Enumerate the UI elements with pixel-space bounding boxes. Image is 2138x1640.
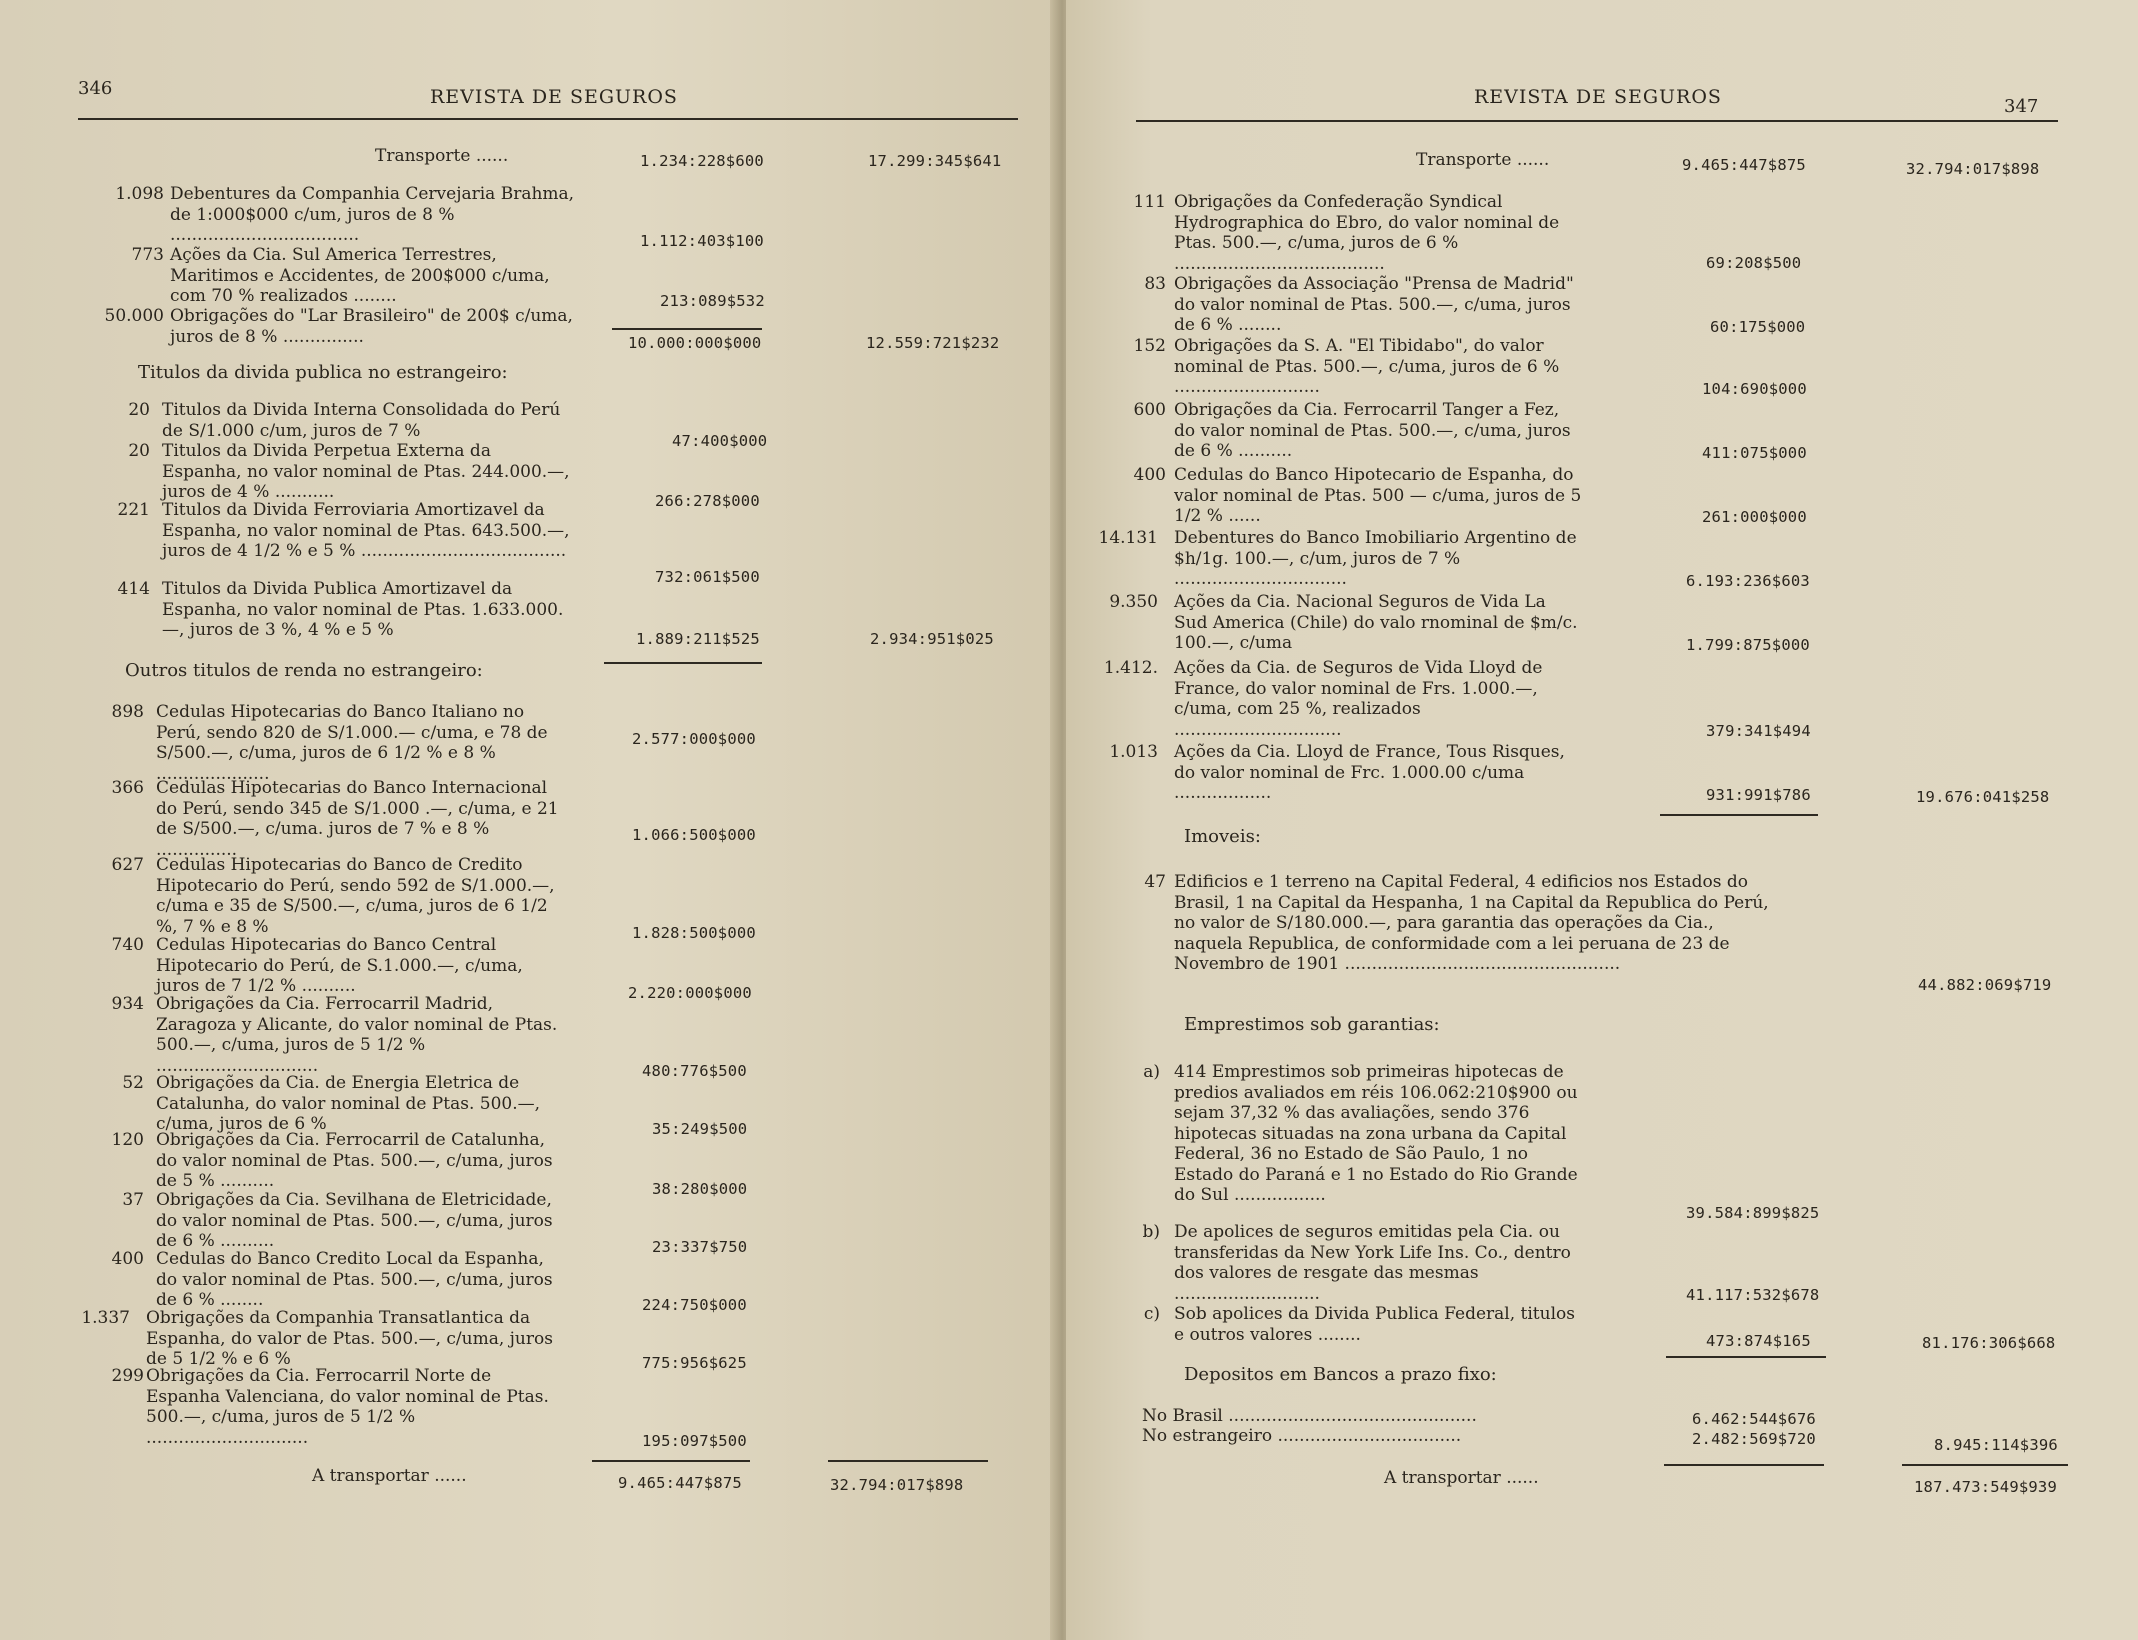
deposit-label: No Brasil ..............................................: [1142, 1406, 1477, 1426]
entry-amount: 261:000$000: [1702, 508, 1807, 526]
entry-amount: 1.799:875$000: [1686, 636, 1810, 654]
entry-qty: 20: [128, 400, 150, 420]
entry-qty: 740: [111, 935, 144, 955]
entry-qty: 934: [111, 994, 144, 1014]
sum-rule: [828, 1460, 988, 1462]
entry-amount: 47:400$000: [672, 432, 768, 450]
entry-desc: Obrigações da Cia. Ferrocarril Madrid, Zaragoza y Alicante, do valor nominal de Ptas. 500.—, c/uma, juros de 5 1/2 % ..............................: [156, 994, 558, 1076]
entry-amount: 775:956$625: [642, 1354, 747, 1372]
entry-amount: 44.882:069$719: [1918, 976, 2052, 994]
entry-desc: De apolices de seguros emitidas pela Cia. ou transferidas da New York Life Ins. Co., dentro dos valores de resgate das mesmas ...........................: [1174, 1222, 1571, 1304]
entry-qty: 366: [111, 778, 144, 798]
left-carry-label: A transportar ......: [312, 1466, 467, 1486]
left-transport-label: Transporte ......: [375, 146, 509, 166]
entry-qty: 627: [111, 855, 144, 875]
entry-amount: 23:337$750: [652, 1238, 748, 1256]
entry-qty: 773: [131, 245, 164, 265]
entry-amount: 213:089$532: [660, 292, 765, 310]
left-subtotal-b: 2.934:951$025: [870, 630, 994, 648]
entry-desc: Ações da Cia. Nacional Seguros de Vida La Sud America (Chile) do valo rnominal de $m/c. 100.—, c/uma: [1174, 592, 1578, 653]
entry-desc: Titulos da Divida Interna Consolidada do Perú de S/1.000 c/um, juros de 7 %: [162, 400, 561, 441]
right-transport-amount-1: 9.465:447$875: [1682, 156, 1806, 174]
entry-amount: 6.193:236$603: [1686, 572, 1810, 590]
entry-amount: 38:280$000: [652, 1180, 748, 1198]
entry-qty: 400: [111, 1249, 144, 1269]
entry-amount: 1.828:500$000: [632, 924, 756, 942]
entry-desc: Cedulas do Banco Hipotecario de Espanha, do valor nominal de Ptas. 500 — c/uma, juros de 5 1/2 % ......: [1174, 465, 1582, 526]
entry-qty: 120: [111, 1130, 144, 1150]
left-page: [0, 0, 1060, 1640]
entry-amount: 69:208$500: [1706, 254, 1802, 272]
entry-qty: 20: [128, 441, 150, 461]
deposit-amount: 2.482:569$720: [1692, 1430, 1816, 1448]
entry-qty: b): [1142, 1222, 1160, 1242]
entry-desc: Titulos da Divida Ferroviaria Amortizavel da Espanha, no valor nominal de Ptas. 643.500.—, juros de 4 1/2 % e 5 % ......................................: [162, 500, 570, 561]
entry-qty: 400: [1133, 465, 1166, 485]
right-transport-label: Transporte ......: [1416, 150, 1550, 170]
entry-qty: 1.098: [115, 184, 164, 204]
right-section-heading: Emprestimos sob garantias:: [1184, 1014, 1440, 1035]
entry-amount: 1.889:211$525: [636, 630, 760, 648]
entry-desc: Ações da Cia. Sul America Terrestres, Maritimos e Accidentes, de 200$000 c/uma, com 70 % realizados ........: [170, 245, 550, 306]
entry-qty: 600: [1133, 400, 1166, 420]
left-carry-amount-2: 32.794:017$898: [830, 1476, 964, 1494]
entry-desc: Obrigações da Associação "Prensa de Madrid" do valor nominal de Ptas. 500.—, c/uma, juros de 6 % ........: [1174, 274, 1574, 335]
entry-amount: 480:776$500: [642, 1062, 747, 1080]
entry-qty: 47: [1144, 872, 1166, 892]
sum-rule: [1902, 1464, 2068, 1466]
deposit-amount: 6.462:544$676: [1692, 1410, 1816, 1428]
entry-qty: 299: [111, 1366, 144, 1386]
right-transport-amount-2: 32.794:017$898: [1906, 160, 2040, 178]
entry-desc: Obrigações da S. A. "El Tibidabo", do valor nominal de Ptas. 500.—, c/uma, juros de 6 % ...........................: [1174, 336, 1560, 397]
left-section-heading: Titulos da divida publica no estrangeiro:: [138, 362, 508, 383]
entry-qty: 221: [117, 500, 150, 520]
entry-qty: 83: [1144, 274, 1166, 294]
entry-amount: 35:249$500: [652, 1120, 748, 1138]
entry-amount: 931:991$786: [1706, 786, 1811, 804]
entry-amount: 379:341$494: [1706, 722, 1811, 740]
entry-amount: 60:175$000: [1710, 318, 1806, 336]
entry-qty: 14.131: [1098, 528, 1158, 548]
right-subtotal-a: 19.676:041$258: [1916, 788, 2050, 806]
left-transport-amount-2: 17.299:345$641: [868, 152, 1002, 170]
left-header-rule: [78, 118, 1018, 120]
entry-amount: 2.577:000$000: [632, 730, 756, 748]
entry-amount: 411:075$000: [1702, 444, 1807, 462]
sum-rule: [612, 328, 762, 330]
entry-amount: 10.000:000$000: [628, 334, 762, 352]
entry-amount: 1.066:500$000: [632, 826, 756, 844]
left-header-title: REVISTA DE SEGUROS: [430, 86, 678, 108]
right-header-title: REVISTA DE SEGUROS: [1474, 86, 1722, 108]
entry-qty: 414: [117, 579, 150, 599]
sum-rule: [604, 662, 762, 664]
sum-rule: [1664, 1464, 1824, 1466]
entry-qty: 898: [111, 702, 144, 722]
deposit-label: No estrangeiro ..................................: [1142, 1426, 1462, 1446]
entry-qty: 111: [1133, 192, 1166, 212]
left-transport-amount-1: 1.234:228$600: [640, 152, 764, 170]
entry-desc: Obrigações da Cia. Ferrocarril Norte de Espanha Valenciana, do valor nominal de Ptas. 500.—, c/uma, juros de 5 1/2 % ..............................: [146, 1366, 549, 1448]
entry-qty: c): [1143, 1304, 1160, 1324]
entry-desc: Debentures do Banco Imobiliario Argentino de $h/1g. 100.—, c/um, juros de 7 % ................................: [1174, 528, 1577, 589]
right-header-rule: [1136, 120, 2058, 122]
entry-amount: 195:097$500: [642, 1432, 747, 1450]
right-section-heading: Imoveis:: [1184, 826, 1261, 847]
entry-qty: 37: [122, 1190, 144, 1210]
entry-desc: Cedulas do Banco Credito Local da Espanha, do valor nominal de Ptas. 500.—, c/uma, juros de 6 % ........: [156, 1249, 553, 1310]
right-subtotal-emprestimos: 81.176:306$668: [1922, 1334, 2056, 1352]
entry-desc: Debentures da Companhia Cervejaria Brahma, de 1:000$000 c/um, juros de 8 % ...................................: [170, 184, 575, 245]
right-page: [1066, 0, 2138, 1640]
entry-amount: 473:874$165: [1706, 1332, 1811, 1350]
right-subtotal-depositos: 8.945:114$396: [1934, 1436, 2058, 1454]
sum-rule: [1660, 814, 1818, 816]
entry-qty: 52: [122, 1073, 144, 1093]
entry-desc: Cedulas Hipotecarias do Banco de Credito Hipotecario do Perú, sendo 592 de S/1.000.—, c/uma e 35 de S/500.—, c/uma, juros de 6 1/2 %, 7 % e 8 %: [156, 855, 555, 937]
entry-desc: Obrigações da Cia. Sevilhana de Eletricidade, do valor nominal de Ptas. 500.—, c/uma, juros de 6 % ..........: [156, 1190, 553, 1251]
sum-rule: [592, 1460, 750, 1462]
entry-qty: 1.337: [81, 1308, 130, 1328]
entry-desc: Titulos da Divida Publica Amortizavel da Espanha, no valor nominal de Ptas. 1.633.000.—, juros de 3 %, 4 % e 5 %: [162, 579, 564, 640]
entry-amount: 1.112:403$100: [640, 232, 764, 250]
entry-amount: 104:690$000: [1702, 380, 1807, 398]
entry-desc: Titulos da Divida Perpetua Externa da Espanha, no valor nominal de Ptas. 244.000.—, juros de 4 % ...........: [162, 441, 570, 502]
right-section-heading: Depositos em Bancos a prazo fixo:: [1184, 1364, 1497, 1385]
entry-desc: Obrigações da Cia. Ferrocarril Tanger a Fez, do valor nominal de Ptas. 500.—, c/uma, juros de 6 % ..........: [1174, 400, 1571, 461]
entry-desc: Obrigações da Cia. Ferrocarril de Catalunha, do valor nominal de Ptas. 500.—, c/uma, juros de 5 % ..........: [156, 1130, 553, 1191]
left-page-number: 346: [78, 78, 113, 99]
entry-desc: Obrigações da Confederação Syndical Hydrographica do Ebro, do valor nominal de Ptas. 500.—, c/uma, juros de 6 % .......................................: [1174, 192, 1560, 274]
entry-amount: 224:750$000: [642, 1296, 747, 1314]
right-page-number: 347: [2004, 96, 2039, 117]
entry-desc: 414 Emprestimos sob primeiras hipotecas de predios avaliados em réis 106.062:210$900 ou sejam 37,32 % das avaliações, sendo 376 hipotecas situadas na zona urbana da Capital Federal, 36 no Estado de São Paulo, 1 no Estado do Paraná e 1 no Estado do Rio Grande do Sul .................: [1174, 1062, 1578, 1205]
left-carry-amount-1: 9.465:447$875: [618, 1474, 742, 1492]
entry-qty: 152: [1133, 336, 1166, 356]
entry-desc: Ações da Cia. Lloyd de France, Tous Risques, do valor nominal de Frc. 1.000.00 c/uma ..................: [1174, 742, 1565, 803]
entry-qty: 50.000: [104, 306, 164, 326]
entry-qty: 1.013: [1109, 742, 1158, 762]
entry-qty: 9.350: [1109, 592, 1158, 612]
entry-amount: 41.117:532$678: [1686, 1286, 1820, 1304]
entry-desc: Sob apolices da Divida Publica Federal, titulos e outros valores ........: [1174, 1304, 1575, 1345]
left-subtotal-a: 12.559:721$232: [866, 334, 1000, 352]
entry-desc: Edificios e 1 terreno na Capital Federal, 4 edificios nos Estados do Brasil, 1 na Capital da Hespanha, 1 na Capital da Republica do Perú, no valor de S/180.000.—, para garantia das operações da Cia., naquela Republica, de conformidade com a lei peruana de 23 de Novembro de 1901 ...................................................: [1174, 872, 1769, 974]
entry-desc: Ações da Cia. de Seguros de Vida Lloyd de France, do valor nominal de Frs. 1.000.—, c/uma, com 25 %, realizados ...............................: [1174, 658, 1543, 740]
entry-qty: a): [1143, 1062, 1160, 1082]
right-carry-label: A transportar ......: [1384, 1468, 1539, 1488]
entry-amount: 266:278$000: [655, 492, 760, 510]
entry-desc: Obrigações da Cia. de Energia Eletrica de Catalunha, do valor nominal de Ptas. 500.—, c/uma, juros de 6 %: [156, 1073, 541, 1134]
entry-amount: 39.584:899$825: [1686, 1204, 1820, 1222]
entry-desc: Cedulas Hipotecarias do Banco Internacional do Perú, sendo 345 de S/1.000 .—, c/uma, e 21 de S/500.—, c/uma. juros de 7 % e 8 % ...............: [156, 778, 559, 860]
entry-amount: 732:061$500: [655, 568, 760, 586]
entry-desc: Cedulas Hipotecarias do Banco Central Hipotecario do Perú, de S.1.000.—, c/uma, juros de 7 1/2 % ..........: [156, 935, 523, 996]
entry-desc: Cedulas Hipotecarias do Banco Italiano no Perú, sendo 820 de S/1.000.— c/uma, e 78 de S/500.—, c/uma, juros de 6 1/2 % e 8 % .....................: [156, 702, 548, 784]
sum-rule: [1666, 1356, 1826, 1358]
entry-amount: 2.220:000$000: [628, 984, 752, 1002]
left-section-heading: Outros titulos de renda no estrangeiro:: [125, 660, 483, 681]
entry-desc: Obrigações da Companhia Transatlantica da Espanha, do valor de Ptas. 500.—, c/uma, juros de 5 1/2 % e 6 %: [146, 1308, 553, 1369]
right-carry-total: 187.473:549$939: [1914, 1478, 2057, 1496]
entry-desc: Obrigações do "Lar Brasileiro" de 200$ c/uma, juros de 8 % ...............: [170, 306, 573, 347]
entry-qty: 1.412.: [1103, 658, 1158, 678]
